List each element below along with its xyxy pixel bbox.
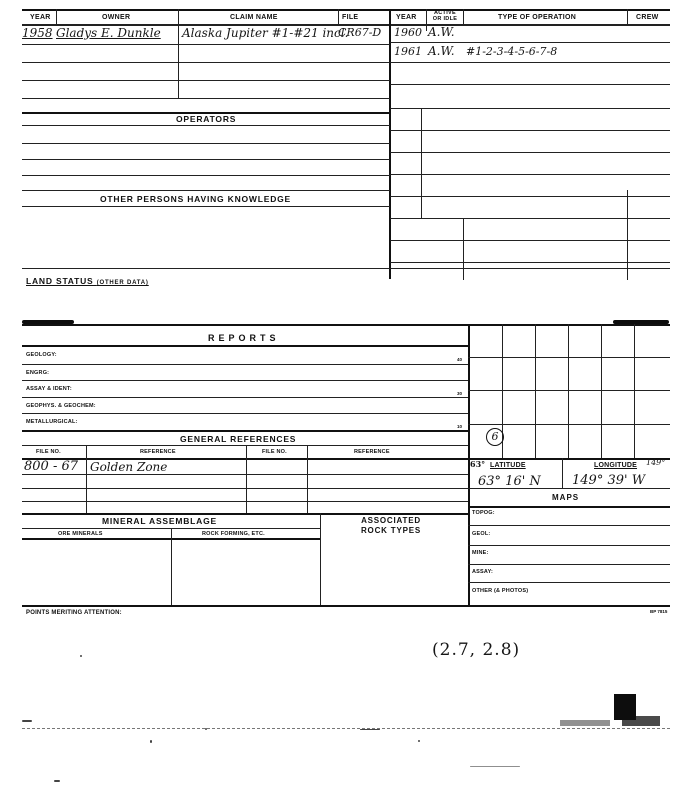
row-line	[22, 125, 390, 126]
form-number: BP 7815	[650, 609, 668, 614]
row-line	[22, 62, 390, 63]
map-mine: MINE:	[472, 550, 489, 556]
col-type-header: TYPE OF OPERATION	[498, 14, 577, 21]
divider	[421, 108, 422, 218]
row-line	[468, 506, 670, 508]
grid-line	[535, 324, 536, 458]
grid-line	[468, 424, 670, 425]
row-line	[22, 474, 468, 475]
row-line	[390, 130, 670, 131]
gr-reference-header: REFERENCE	[140, 449, 176, 455]
row-line	[390, 218, 670, 219]
row-line	[22, 413, 468, 414]
row-line	[22, 44, 390, 45]
row-line	[22, 380, 468, 381]
row-line	[390, 262, 670, 263]
gr-file-no-1: 800 - 67	[24, 459, 79, 474]
top-rule	[22, 9, 670, 11]
scan-blot	[560, 720, 610, 726]
reports-rule	[22, 345, 468, 347]
row-line	[22, 501, 468, 502]
col-claim-header: CLAIM NAME	[230, 14, 278, 21]
owner-name: Gladys E. Dunkle	[56, 26, 161, 40]
divider	[463, 9, 464, 24]
row-line	[390, 240, 670, 241]
grid-line	[568, 324, 569, 458]
row-line	[22, 458, 468, 460]
divider	[246, 445, 247, 513]
grid-line	[634, 324, 635, 458]
row-line	[390, 84, 670, 85]
divider	[178, 9, 179, 99]
rock-forming-header: ROCK FORMING, ETC.	[202, 531, 265, 537]
row-line	[22, 190, 390, 191]
scan-line	[22, 728, 670, 729]
report-metallurgical: METALLURGICAL:	[26, 419, 78, 425]
main-divider	[389, 9, 391, 279]
row-line	[22, 143, 390, 144]
row-line	[22, 513, 468, 515]
lat-deg: 63°	[470, 459, 486, 469]
row-line	[22, 364, 468, 365]
mineral-assemblage-title: MINERAL ASSEMBLAGE	[102, 516, 217, 526]
col-file-header: FILE	[342, 14, 359, 21]
map-assay: ASSAY:	[472, 569, 494, 575]
row-line	[390, 108, 670, 109]
lon-deg: 149°	[646, 458, 666, 467]
bottom-rule	[22, 605, 670, 607]
row-line	[22, 445, 468, 446]
col-year-header: YEAR	[30, 14, 51, 21]
divider	[307, 445, 308, 513]
speck	[360, 729, 380, 730]
col-owner-header: OWNER	[102, 14, 131, 21]
map-topog: TOPOG:	[472, 510, 495, 516]
divider	[627, 190, 628, 280]
speck	[470, 766, 520, 767]
gr-fileno-header: FILE NO.	[36, 449, 61, 455]
land-status-label	[26, 276, 149, 286]
longitude-label: LONGITUDE	[594, 462, 638, 469]
col-crew-header: CREW	[636, 14, 659, 21]
speck	[54, 780, 60, 782]
grid-line	[468, 357, 670, 358]
row-line	[390, 62, 670, 63]
report-num-10: 10	[457, 424, 463, 429]
handwritten-note: (2.7, 2.8)	[432, 640, 521, 660]
location-mark: 6	[486, 428, 504, 446]
row-line	[468, 582, 670, 583]
general-references-title: GENERAL REFERENCES	[180, 434, 297, 444]
map-other: OTHER (& PHOTOS)	[472, 588, 529, 594]
owner-year: 1958	[22, 26, 53, 40]
latitude-label: LATITUDE	[490, 462, 526, 469]
op-year-2: 1961	[394, 45, 422, 58]
row-line	[22, 175, 390, 176]
divider	[86, 445, 87, 513]
row-line	[390, 196, 670, 197]
speck	[418, 740, 420, 742]
divider	[627, 9, 628, 24]
col-active-header: ACTIVE OR IDLE	[432, 10, 458, 22]
row-line	[22, 80, 390, 81]
divider	[463, 218, 464, 280]
report-num-30: 30	[457, 391, 463, 396]
lon-value: 149° 39' W	[572, 473, 646, 488]
map-geol: GEOL:	[472, 531, 491, 537]
op-type-2: #1-2-3-4-5-6-7-8	[466, 45, 558, 58]
knowledge-label: OTHER PERSONS HAVING KNOWLEDGE	[100, 194, 292, 204]
row-line	[468, 488, 670, 489]
row-line	[22, 397, 468, 398]
speck	[22, 720, 32, 722]
row-line	[22, 98, 390, 99]
report-num-40: 40	[457, 357, 463, 362]
divider	[320, 513, 321, 606]
grid-line	[468, 458, 670, 460]
row-line	[468, 545, 670, 546]
maps-title: MAPS	[552, 493, 580, 502]
row-line	[468, 564, 670, 565]
associated-rock-types: ASSOCIATED ROCK TYPES	[360, 516, 421, 535]
grid-line	[601, 324, 602, 458]
points-label: POINTS MERITING ATTENTION:	[26, 610, 122, 616]
op-active-2: A.W.	[428, 44, 455, 58]
land-status-title: LAND STATUS	[26, 276, 94, 286]
speck	[205, 728, 207, 730]
ore-minerals-header: ORE MINERALS	[58, 531, 103, 537]
row-line	[22, 430, 468, 432]
divider	[562, 458, 563, 488]
row-line	[22, 206, 390, 207]
divider	[426, 9, 427, 31]
report-geophys: GEOPHYS. & GEOCHEM:	[26, 403, 96, 409]
operators-label: OPERATORS	[176, 114, 237, 124]
row-line	[22, 488, 468, 489]
divider	[338, 9, 339, 24]
row-line	[22, 159, 390, 160]
bottom-rule	[22, 268, 670, 269]
reports-top-rule	[22, 324, 670, 326]
report-engrg: ENGRG:	[26, 370, 50, 376]
col-opyear-header: YEAR	[396, 14, 417, 21]
gr-reference2-header: REFERENCE	[354, 449, 390, 455]
lat-value: 63° 16' N	[478, 474, 541, 489]
speck	[80, 655, 82, 657]
gr-fileno2-header: FILE NO.	[262, 449, 287, 455]
speck	[150, 740, 152, 743]
divider	[171, 528, 172, 606]
op-year-1: 1960	[394, 26, 422, 39]
row-line	[390, 152, 670, 153]
report-geology: GEOLOGY:	[26, 352, 57, 358]
reports-title: REPORTS	[208, 333, 280, 343]
scan-blot	[622, 716, 660, 726]
report-assay: ASSAY & IDENT:	[26, 386, 72, 392]
op-active-1: A.W.	[428, 25, 455, 39]
divider	[56, 9, 57, 24]
row-line	[390, 174, 670, 175]
row-line	[390, 42, 670, 43]
gr-reference-1: Golden Zone	[90, 460, 168, 474]
land-status-sub: (OTHER DATA)	[96, 280, 149, 286]
grid-line	[468, 390, 670, 391]
claim-name: Alaska Jupiter #1-#21 incl.	[182, 26, 349, 40]
row-line	[468, 525, 670, 526]
claim-file: CR67-D	[338, 26, 382, 39]
